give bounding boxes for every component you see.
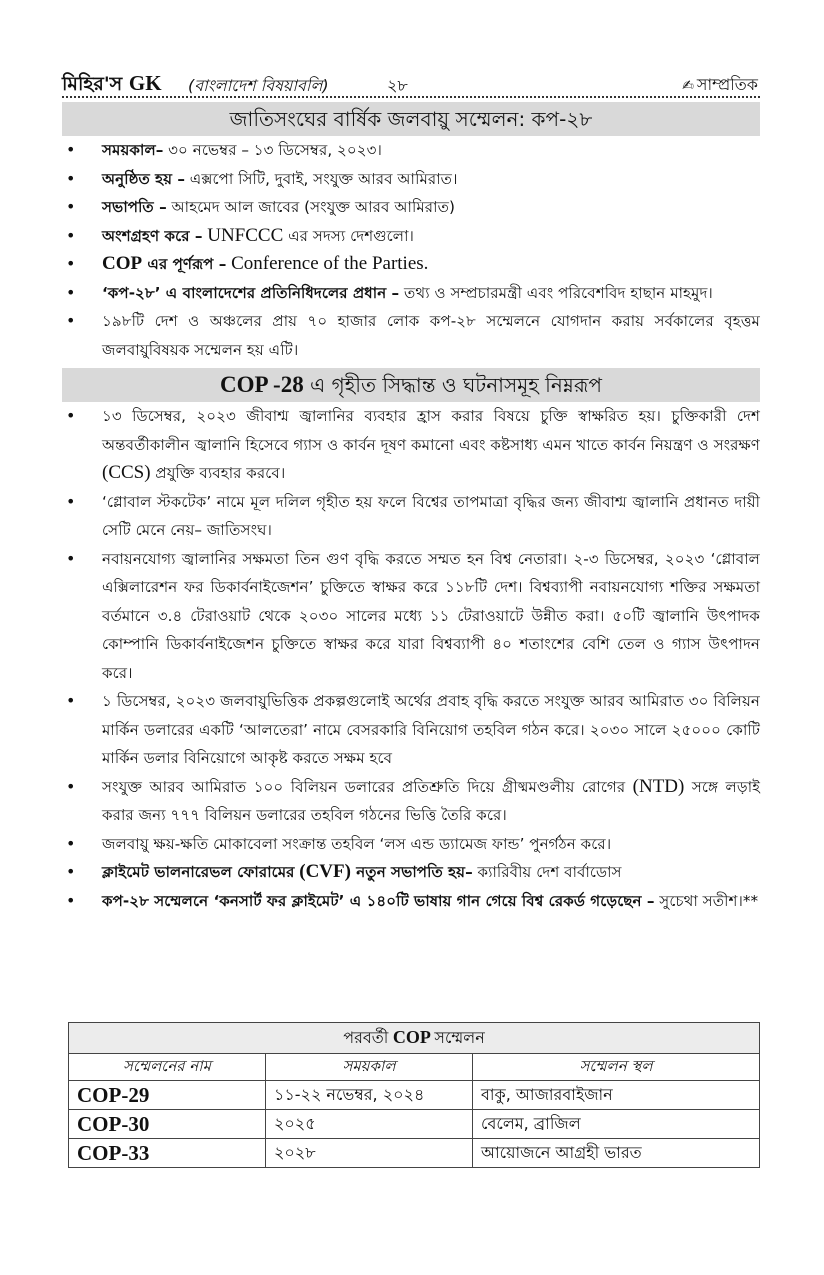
list-item: • সংযুক্ত আরব আমিরাত ১০০ বিলিয়ন ডলারের প্রতিশ্রুতি দিয়ে গ্রীষ্মমণ্ডলীয় রোগের (NTD) সঙ্গে লড়াই করার জন্য ৭৭৭ বিলিয়ন ডলারের তহবিল গঠনের ভিত্তি তৈরি করে। bbox=[62, 773, 760, 830]
section-title-decisions: COP -28 এ গৃহীত সিদ্ধান্ত ও ঘটনাসমূহ নিম্নরূপ bbox=[62, 368, 760, 402]
list-item: • সময়কাল– ৩০ নভেম্বর – ১৩ ডিসেম্বর, ২০২৩। bbox=[62, 136, 760, 165]
table-row bbox=[69, 1139, 760, 1168]
cop-venue: বাকু, আজারবাইজান bbox=[473, 1081, 760, 1110]
list-item: • কপ-২৮ সম্মেলনে ‘কনসার্ট ফর ক্লাইমেট’ এ ১৪০টি ভাষায় গান গেয়ে বিশ্ব রেকর্ড গড়েছেন – সুচেথা সতীশ।** bbox=[62, 887, 760, 916]
list-item: • ১ ডিসেম্বর, ২০২৩ জলবায়ুভিত্তিক প্রকল্পগুলোই অর্থের প্রবাহ বৃদ্ধি করতে সংযুক্ত আরব আমিরাত ৩০ বিলিয়ন মার্কিন ডলারের একটি ‘আলতেরা’ নামে বেসরকারি বিনিয়োগ তহবিল গঠন করে। ২০৩০ সালে ২৫০০০ কোটি মার্কিন ডলার বিনিয়োগে আকৃষ্ট করতে সক্ষম হবে bbox=[62, 687, 760, 773]
list-item: • ১৯৮টি দেশ ও অঞ্চলের প্রায় ৭০ হাজার লোক কপ-২৮ সম্মেলনে যোগদান করায় সর্বকালের বৃহত্তম জলবায়ুবিষয়ক সম্মেলন হয় এটি। bbox=[62, 307, 760, 364]
cop-period: ২০২৮ bbox=[266, 1139, 473, 1168]
bullet-icon: • bbox=[66, 140, 76, 159]
list-item: • নবায়নযোগ্য জ্বালানির সক্ষমতা তিন গুণ বৃদ্ধি করতে সম্মত হন বিশ্ব নেতারা। ২-৩ ডিসেম্বর, ২০২৩ ‘গ্লোবাল এক্সিলারেশন ফর ডিকার্বনাইজেশন’ চুক্তিতে স্বাক্ষর করে ১১৮টি দেশ। বিশ্বব্যাপী নবায়নযোগ্য শক্তির সক্ষমতা বর্তমানে ৩.৪ টেরাওয়াট থেকে ২০৩০ সালের মধ্যে ১১ টেরাওয়াটে উন্নীত করা। ৫০টি জ্বালানি উৎপাদক কোম্পানি ডিকার্বনাইজেশন চুক্তিতে স্বাক্ষর করে যারা বিশ্বব্যাপী ৪০ শতাংশের বেশি তেল ও গ্যাস উৎপাদন করে। bbox=[62, 545, 760, 688]
bullet-icon: • bbox=[66, 833, 76, 853]
section-label bbox=[682, 72, 758, 99]
column-header-venue: সম্মেলন স্থল bbox=[473, 1054, 760, 1081]
list-item: • COP এর পূর্ণরূপ – Conference of the Parties. bbox=[62, 250, 760, 279]
bullet-icon: • bbox=[66, 282, 76, 302]
table-row bbox=[69, 1110, 760, 1139]
cop-name: COP-33 bbox=[69, 1139, 266, 1168]
table-row bbox=[69, 1081, 760, 1110]
list-item: • অনুষ্ঠিত হয় – এক্সপো সিটি, দুবাই, সংযুক্ত আরব আমিরাত। bbox=[62, 165, 760, 194]
cop28-facts-list bbox=[62, 136, 760, 364]
bullet-icon: • bbox=[66, 197, 76, 216]
table-caption: পরবর্তী COP সম্মেলন bbox=[69, 1023, 760, 1054]
cop-name: COP-30 bbox=[69, 1110, 266, 1139]
cop-period: ২০২৫ bbox=[266, 1110, 473, 1139]
cop-name: COP-29 bbox=[69, 1081, 266, 1110]
bullet-icon: • bbox=[66, 406, 76, 425]
column-header-name: সম্মেলনের নাম bbox=[69, 1054, 266, 1081]
bullet-icon: • bbox=[66, 225, 76, 245]
list-item: • ১৩ ডিসেম্বর, ২০২৩ জীবাশ্ম জ্বালানির ব্যবহার হ্রাস করার বিষয়ে চুক্তি স্বাক্ষরিত হয়। চুক্তিকারী দেশ অন্তবর্তীকালীন জ্বালানি হিসেবে গ্যাস ও কার্বন দূষণ কমানো এবং কষ্টসাধ্য এমন খাতে কার্বন নিয়ন্ত্রণ ও সংরক্ষণ (CCS) প্রযুক্তি ব্যবহার করবে। bbox=[62, 402, 760, 488]
cop28-decisions-list bbox=[62, 402, 760, 915]
cop-venue: আয়োজনে আগ্রহী ভারত bbox=[473, 1139, 760, 1168]
bullet-icon: • bbox=[66, 691, 76, 710]
list-item: • জলবায়ু ক্ষয়-ক্ষতি মোকাবেলা সংক্রান্ত তহবিল ‘লস এন্ড ড্যামেজ ফান্ড’ পুনর্গঠন করে। bbox=[62, 830, 760, 859]
bullet-icon: • bbox=[66, 862, 76, 881]
table-header-row bbox=[69, 1054, 760, 1081]
list-item: • ‘গ্লোবাল স্টকটেক’ নামে মূল দলিল গৃহীত হয় ফলে বিশ্বের তাপমাত্রা বৃদ্ধির জন্য জীবাশ্ম জ্বালানি প্রধানত দায়ী সেটি মেনে নেয়– জাতিসংঘ। bbox=[62, 488, 760, 545]
next-cop-table bbox=[68, 1022, 760, 1168]
brand-name: মিহির'স bbox=[62, 73, 123, 95]
page-header bbox=[62, 68, 760, 98]
page-number: ২৮ bbox=[387, 76, 408, 95]
list-item: • ‘কপ-২৮’ এ বাংলাদেশের প্রতিনিধিদলের প্রধান – তথ্য ও সম্প্রচারমন্ত্রী এবং পরিবেশবিদ হাছান মাহমুদ। bbox=[62, 279, 760, 308]
bullet-icon: • bbox=[66, 168, 76, 188]
bullet-icon: • bbox=[66, 254, 76, 273]
column-header-period: সময়কাল bbox=[266, 1054, 473, 1081]
bullet-icon: • bbox=[66, 491, 76, 511]
document-page bbox=[62, 68, 760, 915]
book-subtitle: (বাংলাদেশ বিষয়াবলি) bbox=[188, 76, 329, 95]
cop-period: ১১-২২ নভেম্বর, ২০২৪ bbox=[266, 1081, 473, 1110]
section-name: সাম্প্রতিক bbox=[696, 75, 758, 94]
pencil-writing-icon: ✍ bbox=[682, 78, 694, 94]
cop-venue: বেলেম, ব্রাজিল bbox=[473, 1110, 760, 1139]
list-item: • সভাপতি – আহমেদ আল জাবের (সংযুক্ত আরব আমিরাত) bbox=[62, 193, 760, 222]
brand-gk: GK bbox=[128, 71, 162, 95]
bullet-icon: • bbox=[66, 311, 76, 330]
bullet-icon: • bbox=[66, 548, 76, 568]
list-item: • ক্লাইমেট ভালনারেভল ফোরামের (CVF) নতুন সভাপতি হয়– ক্যারিবীয় দেশ বার্বাডোস bbox=[62, 858, 760, 887]
section-title-cop28: জাতিসংঘের বার্ষিক জলবায়ু সম্মেলন: কপ-২৮ bbox=[62, 102, 760, 136]
list-item: • অংশগ্রহণ করে – UNFCCC এর সদস্য দেশগুলো। bbox=[62, 222, 760, 251]
table-caption-row bbox=[69, 1023, 760, 1054]
book-brand bbox=[62, 70, 162, 102]
bullet-icon: • bbox=[66, 890, 76, 910]
bullet-icon: • bbox=[66, 776, 76, 796]
